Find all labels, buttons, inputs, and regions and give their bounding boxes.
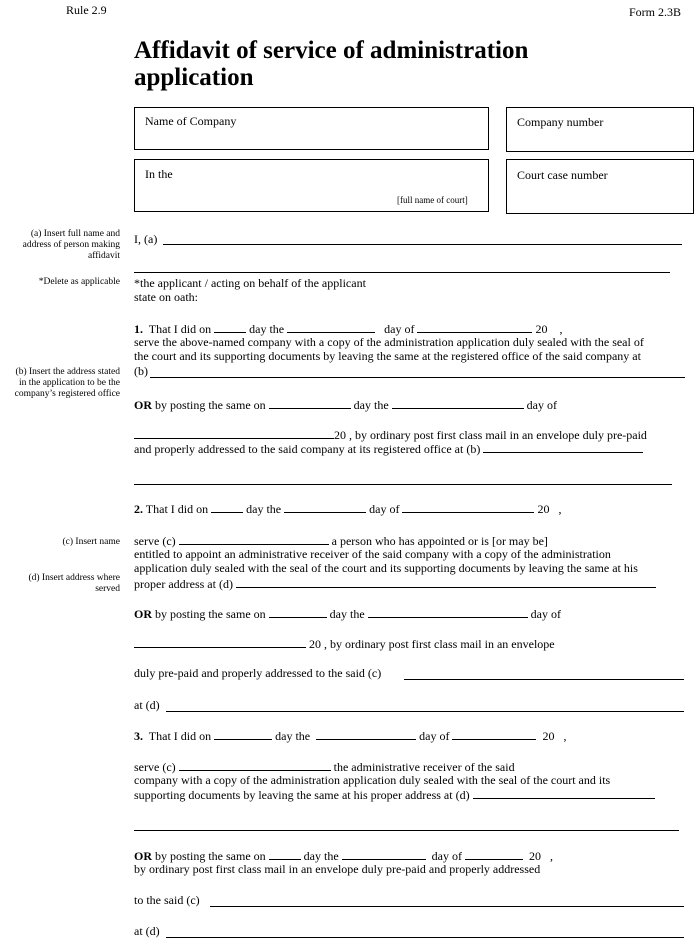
p1-day-ordinal-input[interactable]: [287, 321, 375, 333]
side-note-a-line: affidavit: [87, 251, 120, 261]
in-the-label: In the: [145, 167, 173, 181]
p1-comma: ,: [559, 322, 563, 336]
p1-post-address-line: [134, 441, 643, 456]
court-case-number-field[interactable]: [506, 159, 694, 214]
p2-day-ordinal-input[interactable]: [284, 501, 366, 513]
p2-month-input[interactable]: [402, 501, 534, 513]
p3-number: 3.: [134, 729, 143, 743]
p2-post-year: 20: [309, 637, 321, 651]
p3-at-d-input[interactable]: [166, 937, 684, 938]
p3-year-text: 20: [542, 729, 555, 743]
p3-that-text: That I did on: [148, 729, 212, 743]
side-note-a: [2, 229, 120, 262]
side-note-b: [2, 367, 120, 400]
p2-prepaid-name-input[interactable]: [404, 679, 684, 680]
p1-post-rest: , by ordinary post first class mail in an envelope duly pre-paid: [349, 428, 647, 442]
p1-post-day-of-text: day of: [526, 398, 557, 412]
side-note-b-line: (b) Insert the address stated: [15, 367, 120, 377]
p3-serve-rest: the administrative receiver of the said: [333, 760, 515, 774]
rule-number: Rule 2.9: [66, 3, 107, 17]
p2-number: 2.: [134, 502, 143, 516]
side-note-delete: *Delete as applicable: [38, 277, 120, 287]
court-hint: [full name of court]: [397, 195, 468, 205]
p1-post-ordinal-input[interactable]: [392, 397, 524, 409]
applicant-text: *the applicant / acting on behalf of the applicant: [134, 276, 366, 290]
side-note-d: [2, 573, 120, 595]
p2-proper-address-text: proper address at (d): [134, 577, 233, 591]
p2-post-rest: , by ordinary post first class mail in an envelope: [324, 637, 555, 651]
court-name-field[interactable]: [134, 159, 489, 212]
p1-posting-text: by posting the same on: [155, 398, 266, 412]
deponent-label: I, (a): [134, 232, 158, 246]
p3-post-line-2: by ordinary post first class mail in an envelope duly pre-paid and properly addressed: [134, 862, 541, 876]
p1-date-line: [134, 321, 562, 336]
p3-proper-address-input[interactable]: [473, 787, 655, 799]
p3-post-ordinal-input[interactable]: [342, 848, 426, 860]
p1-post-address-text: and properly addressed to the said company at its registered office at (b): [134, 442, 481, 456]
side-note-a-line: address of person making: [22, 240, 120, 250]
company-name-field[interactable]: [134, 107, 489, 150]
p1-post-year: 20: [334, 428, 346, 442]
p1-or-posting-line: [134, 397, 557, 412]
company-number-field[interactable]: [506, 107, 694, 152]
state-on-oath: state on oath:: [134, 290, 198, 304]
p2-post-day-input[interactable]: [269, 606, 327, 618]
p1-year-text: 20: [535, 322, 548, 336]
p2-post-month-input[interactable]: [134, 636, 306, 648]
p1-that-text: That I did on: [148, 322, 212, 336]
title-line-1: Affidavit of service of administration: [134, 37, 529, 64]
p1-post-day-input[interactable]: [269, 397, 351, 409]
p3-post-day-the-text: day the: [303, 849, 339, 863]
p1-post-year-line: [134, 427, 647, 442]
page-title: [134, 37, 528, 91]
p3-or-posting-line: [134, 848, 553, 863]
p1-registered-office-input[interactable]: [150, 377, 685, 378]
p3-post-comma: ,: [549, 849, 553, 863]
p1-number: 1.: [134, 322, 143, 336]
p2-prepaid-text: duly pre-paid and properly addressed to the said (c): [134, 666, 382, 680]
p3-receiver-name-input[interactable]: [179, 759, 331, 771]
side-note-c: (c) Insert name: [62, 537, 120, 547]
p2-post-year-line: [134, 636, 555, 651]
p2-line-2: entitled to appoint an administrative receiver of the said company with a copy of the administration: [134, 547, 611, 561]
p3-day-the-text: day the: [275, 729, 311, 743]
p2-comma: ,: [558, 502, 562, 516]
p3-proper-address-input-2[interactable]: [134, 830, 679, 831]
p3-serve-line: [134, 759, 515, 774]
p2-prepaid-line: [134, 666, 381, 680]
p2-or-posting-line: [134, 606, 561, 621]
p2-person-name-input[interactable]: [179, 533, 329, 545]
p3-post-month-input[interactable]: [465, 848, 523, 860]
p3-day-ordinal-input[interactable]: [316, 728, 416, 740]
p2-year-text: 20: [537, 502, 550, 516]
side-note-a-line: (a) Insert full name and: [30, 229, 120, 239]
p1-or: OR: [134, 398, 152, 412]
p2-posting-text: by posting the same on: [155, 607, 266, 621]
p3-post-day-input[interactable]: [269, 848, 301, 860]
p3-comma: ,: [563, 729, 567, 743]
p3-date-line: [134, 728, 566, 743]
p2-date-line: [134, 501, 561, 516]
p2-post-day-of-text: day of: [530, 607, 561, 621]
p1-line-3: the court and its supporting documents by leaving the same at the registered office of the said company at: [134, 349, 641, 363]
deponent-name-input[interactable]: [163, 244, 682, 245]
company-number-label: Company number: [517, 115, 604, 129]
p3-proper-address-text: supporting documents by leaving the same at his proper address at (d): [134, 788, 470, 802]
p3-to-said-label: to the said (c): [134, 893, 200, 907]
p2-post-day-the-text: day the: [329, 607, 365, 621]
p1-b-label: (b): [134, 364, 148, 378]
company-name-label: Name of Company: [145, 114, 237, 128]
p2-proper-address-input[interactable]: [236, 576, 656, 588]
p2-day-input[interactable]: [211, 501, 243, 513]
court-case-number-label: Court case number: [517, 168, 608, 182]
p3-day-input[interactable]: [214, 728, 272, 740]
p1-post-address-input[interactable]: [483, 441, 643, 453]
p1-month-input[interactable]: [417, 321, 532, 333]
p2-at-d-label: at (d): [134, 698, 160, 712]
p3-post-year: 20: [528, 849, 541, 863]
p1-line-2: serve the above-named company with a copy of the administration application duly sealed with the seal of: [134, 335, 644, 349]
p2-line-3: application duly sealed with the seal of the court and its supporting documents by leaving the same at his: [134, 561, 638, 575]
p3-at-d-label: at (d): [134, 924, 160, 938]
p2-serve-rest: a person who has appointed or is [or may be]: [331, 534, 548, 548]
form-number: Form 2.3B: [629, 5, 682, 19]
side-note-b-line: company’s registered office: [14, 389, 120, 399]
p3-line-3: [134, 787, 655, 802]
p3-posting-text: by posting the same on: [155, 849, 266, 863]
side-note-d-line: (d) Insert address where: [28, 573, 120, 583]
p2-post-ordinal-input[interactable]: [368, 606, 528, 618]
p1-day-the-text: day the: [249, 322, 285, 336]
side-note-b-line: in the application to be the: [18, 378, 120, 388]
p2-at-d-input[interactable]: [166, 711, 684, 712]
p2-that-text: That I did on: [145, 502, 209, 516]
p1-day-input[interactable]: [214, 321, 246, 333]
p2-line-4: [134, 576, 656, 591]
p2-or: OR: [134, 607, 152, 621]
p3-serve-text: serve (c): [134, 760, 176, 774]
p2-serve-line: [134, 533, 548, 548]
p2-serve-text: serve (c): [134, 534, 176, 548]
title-line-2: application: [134, 64, 254, 91]
p1-day-of-text: day of: [384, 322, 415, 336]
p1-post-month-input[interactable]: [134, 427, 334, 439]
p3-day-of-text: day of: [419, 729, 450, 743]
p1-post-address-input-2[interactable]: [134, 484, 672, 485]
p3-to-said-input[interactable]: [210, 906, 684, 907]
side-note-d-line: served: [95, 584, 120, 594]
p3-line-2: company with a copy of the administration application duly sealed with the seal of the court and its: [134, 773, 611, 787]
p3-or: OR: [134, 849, 152, 863]
p1-post-day-the-text: day the: [353, 398, 389, 412]
p2-day-the-text: day the: [246, 502, 282, 516]
p3-month-input[interactable]: [452, 728, 536, 740]
p2-day-of-text: day of: [369, 502, 400, 516]
deponent-address-input[interactable]: [134, 272, 670, 273]
p3-post-day-of-text: day of: [431, 849, 462, 863]
